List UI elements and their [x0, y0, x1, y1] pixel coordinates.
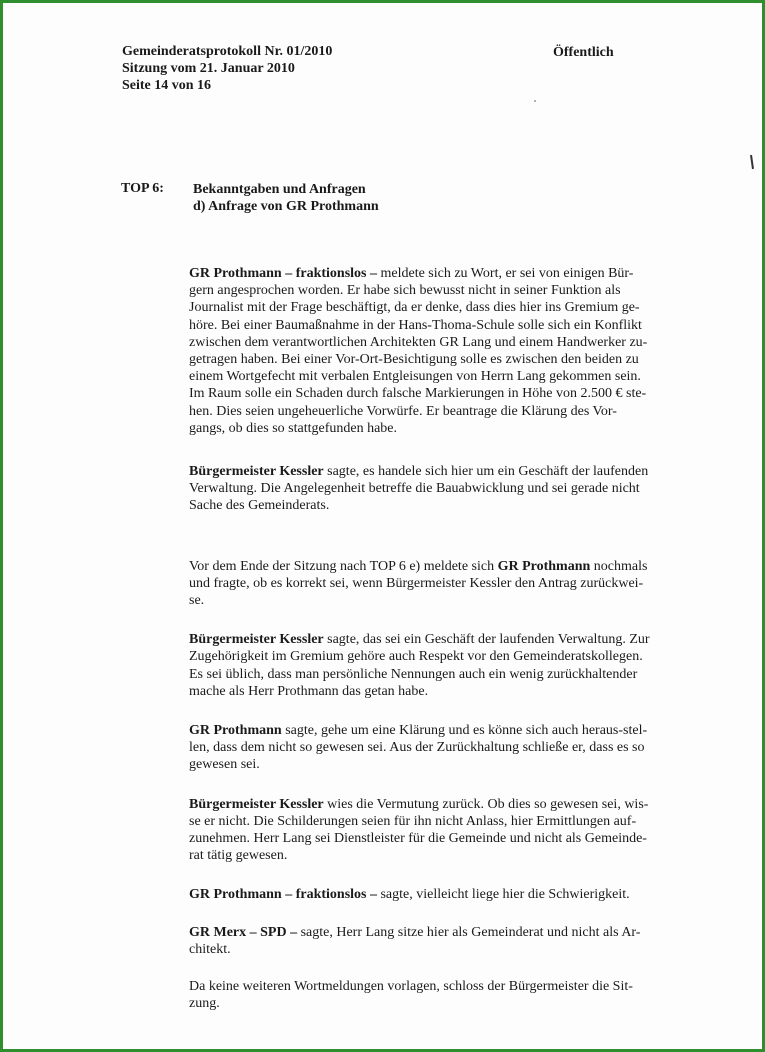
minutes-paragraph [189, 558, 679, 610]
paragraph-text: meldete sich zu Wort, er sei von einigen Bür- [376, 266, 634, 281]
paragraph-line: Journalist mit der Frage beschäftigt, da er denke, dass dies hier ins Gremium ge- [189, 300, 640, 316]
paragraph-line: Im Raum solle ein Schaden durch falsche Markierungen in Höhe von 2.500 € ste- [189, 386, 647, 402]
speaker-name: Bürgermeister Kessler [189, 464, 324, 480]
paragraph-line: gern angesprochen worden. Er habe sich bewusst nicht in seiner Funktion als [189, 283, 621, 299]
paragraph-line: einem Wortgefecht mit verbalen Entgleisungen von Herrn Lang gekommen sein. [189, 369, 641, 385]
paragraph-text: sagte, gehe um eine Klärung und es könne sich auch heraus-stel- [281, 723, 648, 739]
paragraph-text: wies die Vermutung zurück. Ob dies so gewesen sei, wis- [323, 796, 649, 812]
session-date: Sitzung vom 21. Januar 2010 [122, 61, 295, 76]
agenda-item-title: Bekanntgaben und Anfragen [193, 182, 366, 197]
scan-mark [750, 155, 754, 169]
paragraph-lead-text: Vor dem Ende der Sitzung nach TOP 6 e) meldete sich [189, 558, 498, 574]
paragraph-line: Sache des Gemeinderats. [189, 498, 330, 514]
scan-speck [534, 100, 536, 102]
paragraph-line: se er nicht. Die Schilderungen seien für ihn nicht Anlass, hier Ermittlungen auf- [189, 813, 637, 829]
paragraph-line: rat tätig gewesen. [189, 848, 288, 864]
paragraph-line [189, 558, 679, 575]
speaker-name: GR Prothmann [189, 723, 282, 739]
paragraph-line [189, 796, 679, 813]
speaker-name: Bürgermeister Kessler [189, 632, 324, 648]
paragraph-line: höre. Bei einer Baumaßnahme in der Hans-Thoma-Schule solle sich ein Konflikt [189, 317, 642, 333]
paragraph-line [189, 265, 679, 282]
paragraph-line: zunehmen. Herr Lang sei Dienstleister für die Gemeinde und nicht als Gemeinde- [189, 831, 647, 847]
minutes-paragraph [189, 631, 679, 700]
agenda-item-heading [193, 181, 379, 215]
minutes-body [189, 265, 679, 1013]
paragraph-line: Es sei üblich, dass man persönliche Nennungen auch ein wenig zurückhaltender [189, 666, 638, 682]
paragraph-text: sagte, das sei ein Geschäft der laufenden Verwaltung. Zur [323, 632, 650, 648]
minutes-paragraph [189, 463, 679, 515]
paragraph-text: sagte, es handele sich hier um ein Geschäft der laufenden [323, 464, 649, 480]
paragraph-line: len, dass dem nicht so gewesen sei. Aus der Zurückhaltung schließe er, dass es so [189, 740, 645, 756]
paragraph-line: hen. Dies seien ungeheuerliche Vorwürfe. Er beantrage die Klärung des Vor- [189, 403, 617, 419]
paragraph-line [189, 886, 679, 903]
paragraph-text: nochmals [590, 558, 648, 574]
paragraph-line: chitekt. [189, 941, 231, 957]
paragraph-line: gangs, ob dies so stattgefunden habe. [189, 420, 398, 436]
paragraph-line: gewesen sei. [189, 757, 260, 773]
paragraph-line: getragen haben. Bei einer Vor-Ort-Besichtigung solle es zwischen den beiden zu [189, 352, 639, 368]
minutes-paragraph [189, 886, 679, 903]
speaker-name: Bürgermeister Kessler [189, 796, 324, 812]
paragraph-text: sagte, vielleicht liege hier die Schwierigkeit. [376, 887, 630, 903]
paragraph-line: se. [189, 593, 205, 609]
paragraph-line: zwischen dem verantwortlichen Architekten GR Lang und einem Handwerker zu- [189, 334, 648, 350]
document-header [122, 43, 332, 94]
paragraph-line [189, 631, 679, 648]
paragraph-line [189, 722, 679, 739]
paragraph-line: Zugehörigkeit im Gremium gehöre auch Respekt vor den Gemeinderatskollegen. [189, 649, 643, 665]
page-number: Seite 14 von 16 [122, 78, 212, 93]
minutes-paragraph [189, 796, 679, 865]
speaker-name: GR Prothmann – fraktionslos – [189, 266, 377, 281]
paragraph-line [189, 978, 679, 995]
agenda-item-subtitle: d) Anfrage von GR Prothmann [193, 199, 379, 214]
speaker-name: GR Merx – SPD – [189, 924, 298, 940]
protocol-number: Gemeinderatsprotokoll Nr. 01/2010 [122, 44, 333, 59]
paragraph-line: zung. [189, 996, 220, 1012]
paragraph-line: Verwaltung. Die Angelegenheit betreffe die Bauabwicklung und sei gerade nicht [189, 481, 640, 497]
paragraph-line [189, 924, 679, 941]
speaker-name: GR Prothmann [497, 558, 591, 574]
classification-label: Öffentlich [553, 45, 614, 60]
paragraph-line [189, 463, 679, 480]
agenda-item-label: TOP 6: [121, 181, 164, 196]
paragraph-text: sagte, Herr Lang sitze hier als Gemeinderat und nicht als Ar- [297, 924, 641, 940]
minutes-paragraph [189, 924, 679, 958]
paragraph-line: und fragte, ob es korrekt sei, wenn Bürgermeister Kessler den Antrag zurückwei- [189, 575, 644, 591]
paragraph-line: mache als Herr Prothmann das getan habe. [189, 683, 429, 699]
minutes-paragraph [189, 978, 679, 1012]
speaker-name: GR Prothmann – fraktionslos – [189, 887, 377, 903]
paragraph-text: Da keine weiteren Wortmeldungen vorlagen, schloss der Bürgermeister die Sit- [189, 979, 633, 995]
minutes-paragraph [189, 722, 679, 774]
minutes-paragraph [189, 265, 679, 437]
